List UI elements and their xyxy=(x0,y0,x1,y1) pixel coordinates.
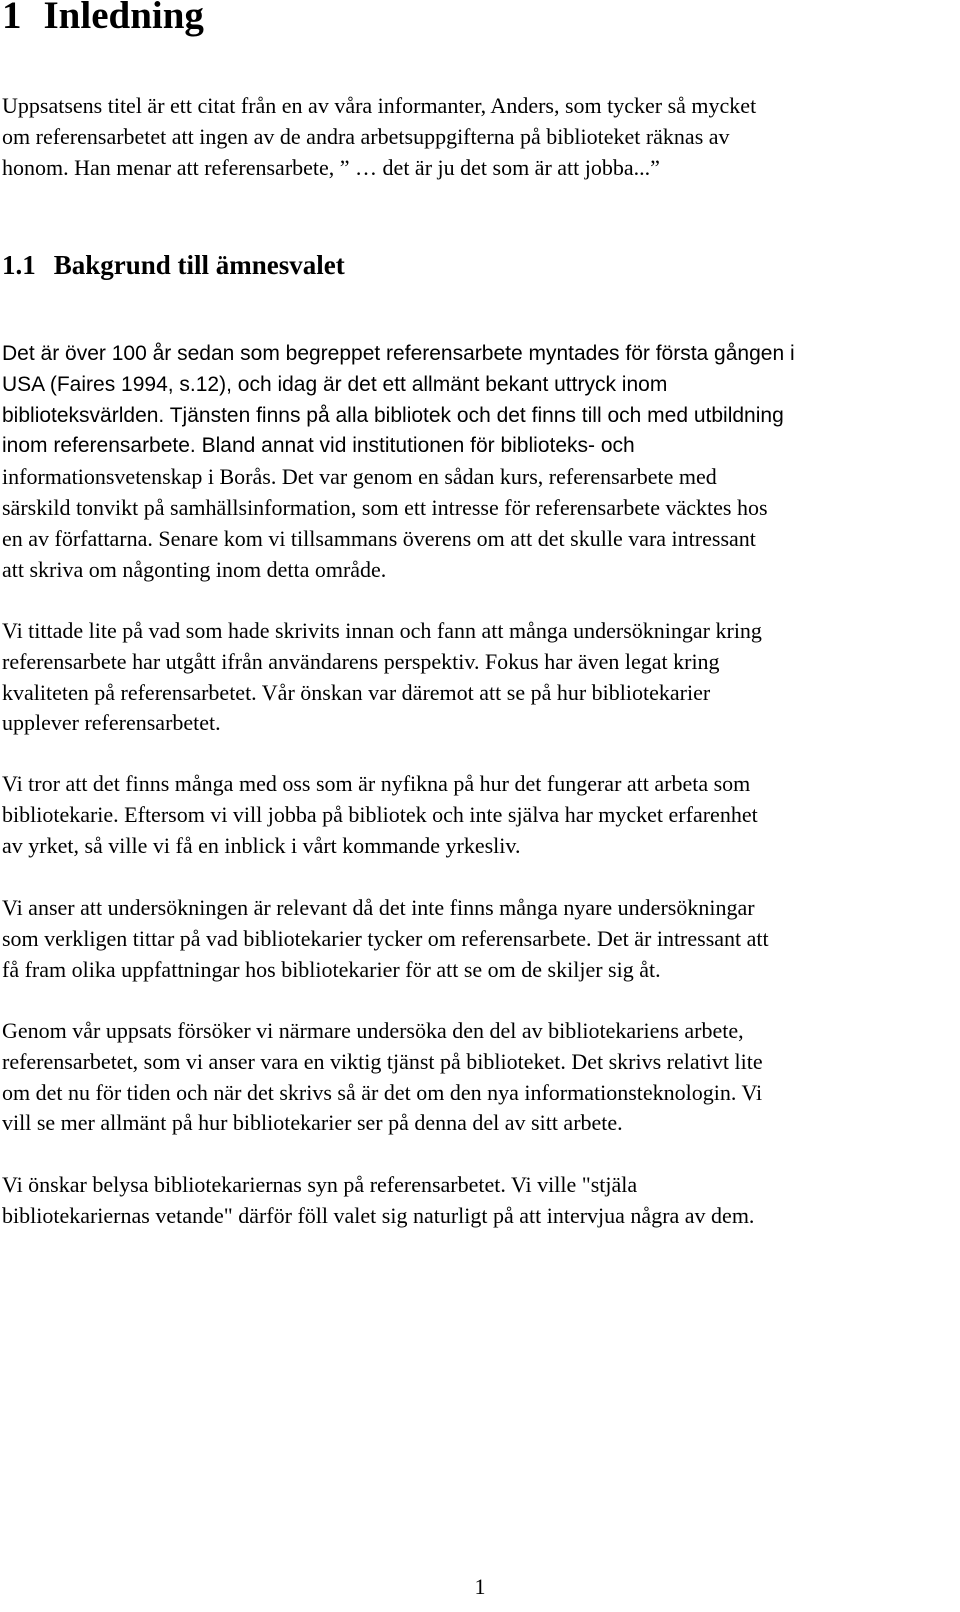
text-line: upplever referensarbetet. xyxy=(2,710,221,736)
text-line: biblioteksvärlden. Tjänsten finns på alla bibliotek och det finns till och med utbildning xyxy=(2,403,784,427)
text-line: Vi anser att undersökningen är relevant då det inte finns många nyare undersökningar xyxy=(2,895,755,920)
paragraph-aim xyxy=(2,1170,950,1232)
text-line: bibliotekariernas vetande" därför föll valet sig naturligt på att intervjua några av dem. xyxy=(2,1202,755,1228)
page-number: 1 xyxy=(474,1574,486,1599)
text-line: kvaliteten på referensarbetet. Vår önskan var däremot att se på hur bibliotekarier xyxy=(2,679,711,705)
text-line: referensarbetet, som vi anser vara en viktig tjänst på biblioteket. Det skrivs relativt lite xyxy=(2,1048,763,1074)
text-line: en av författarna. Senare kom vi tillsammans överens om att det skulle vara intressant xyxy=(2,525,756,551)
text-line: få fram olika uppfattningar hos bibliotekarier för att se om de skiljer sig åt. xyxy=(2,956,661,982)
text-line: referensarbete har utgått ifrån användarens perspektiv. Fokus har även legat kring xyxy=(2,648,720,674)
section-number: 1.1 xyxy=(2,250,36,280)
chapter-number: 1 xyxy=(2,0,22,37)
text-line: som verkligen tittar på vad bibliotekarier tycker om referensarbete. Det är intressant att xyxy=(2,925,769,951)
paragraph-relevance xyxy=(2,893,950,985)
text-line: av yrket, så ville vi få en inblick i vårt kommande yrkesliv. xyxy=(2,832,521,858)
text-line: Genom vår uppsats försöker vi närmare undersöka den del av bibliotekariens arbete, xyxy=(2,1018,744,1043)
chapter-heading xyxy=(2,0,204,42)
text-line: inom referensarbete. Bland annat vid institutionen för biblioteks- och xyxy=(2,434,635,458)
text-line: bibliotekarie. Eftersom vi vill jobba på bibliotek och inte själva har mycket erfarenhet xyxy=(2,801,758,827)
section-heading xyxy=(2,249,345,281)
section-title: Bakgrund till ämnesvalet xyxy=(53,250,345,280)
text-line: om referensarbetet att ingen av de andra arbetsuppgifterna på biblioteket räknas av xyxy=(2,123,730,149)
paragraph-curiosity xyxy=(2,769,950,861)
text-line: om det nu för tiden och när det skrivs så är det om den nya informationsteknologin. Vi xyxy=(2,1079,763,1105)
text-line: USA (Faires 1994, s.12), och idag är det ett allmänt bekant uttryck inom xyxy=(2,372,668,396)
text-line: särskild tonvikt på samhällsinformation, som ett intresse för referensarbete väcktes hos xyxy=(2,494,768,520)
intro-paragraph xyxy=(2,91,950,183)
paragraph-background xyxy=(2,339,950,585)
text-line: Uppsatsens titel är ett citat från en av våra informanter, Anders, som tycker så mycket xyxy=(2,93,757,118)
text-line: Vi tittade lite på vad som hade skrivits innan och fann att många undersökningar kring xyxy=(2,618,762,643)
text-line: vill se mer allmänt på hur bibliotekarier ser på denna del av sitt arbete. xyxy=(2,1110,623,1136)
text-line: honom. Han menar att referensarbete, ” … det är ju det som är att jobba...” xyxy=(2,154,660,180)
text-line: Vi tror att det finns många med oss som är nyfikna på hur det fungerar att arbeta som xyxy=(2,771,751,796)
text-line: Vi önskar belysa bibliotekariernas syn på referensarbetet. Vi ville "stjäla xyxy=(2,1172,638,1197)
paragraph-previous-research xyxy=(2,616,950,739)
text-line: informationsvetenskap i Borås. Det var genom en sådan kurs, referensarbete med xyxy=(2,464,717,490)
paragraph-purpose xyxy=(2,1016,950,1139)
chapter-title: Inledning xyxy=(43,0,204,37)
text-line: att skriva om någonting inom detta område. xyxy=(2,556,387,582)
text-line: Det är över 100 år sedan som begreppet referensarbete myntades för första gången i xyxy=(2,342,795,365)
